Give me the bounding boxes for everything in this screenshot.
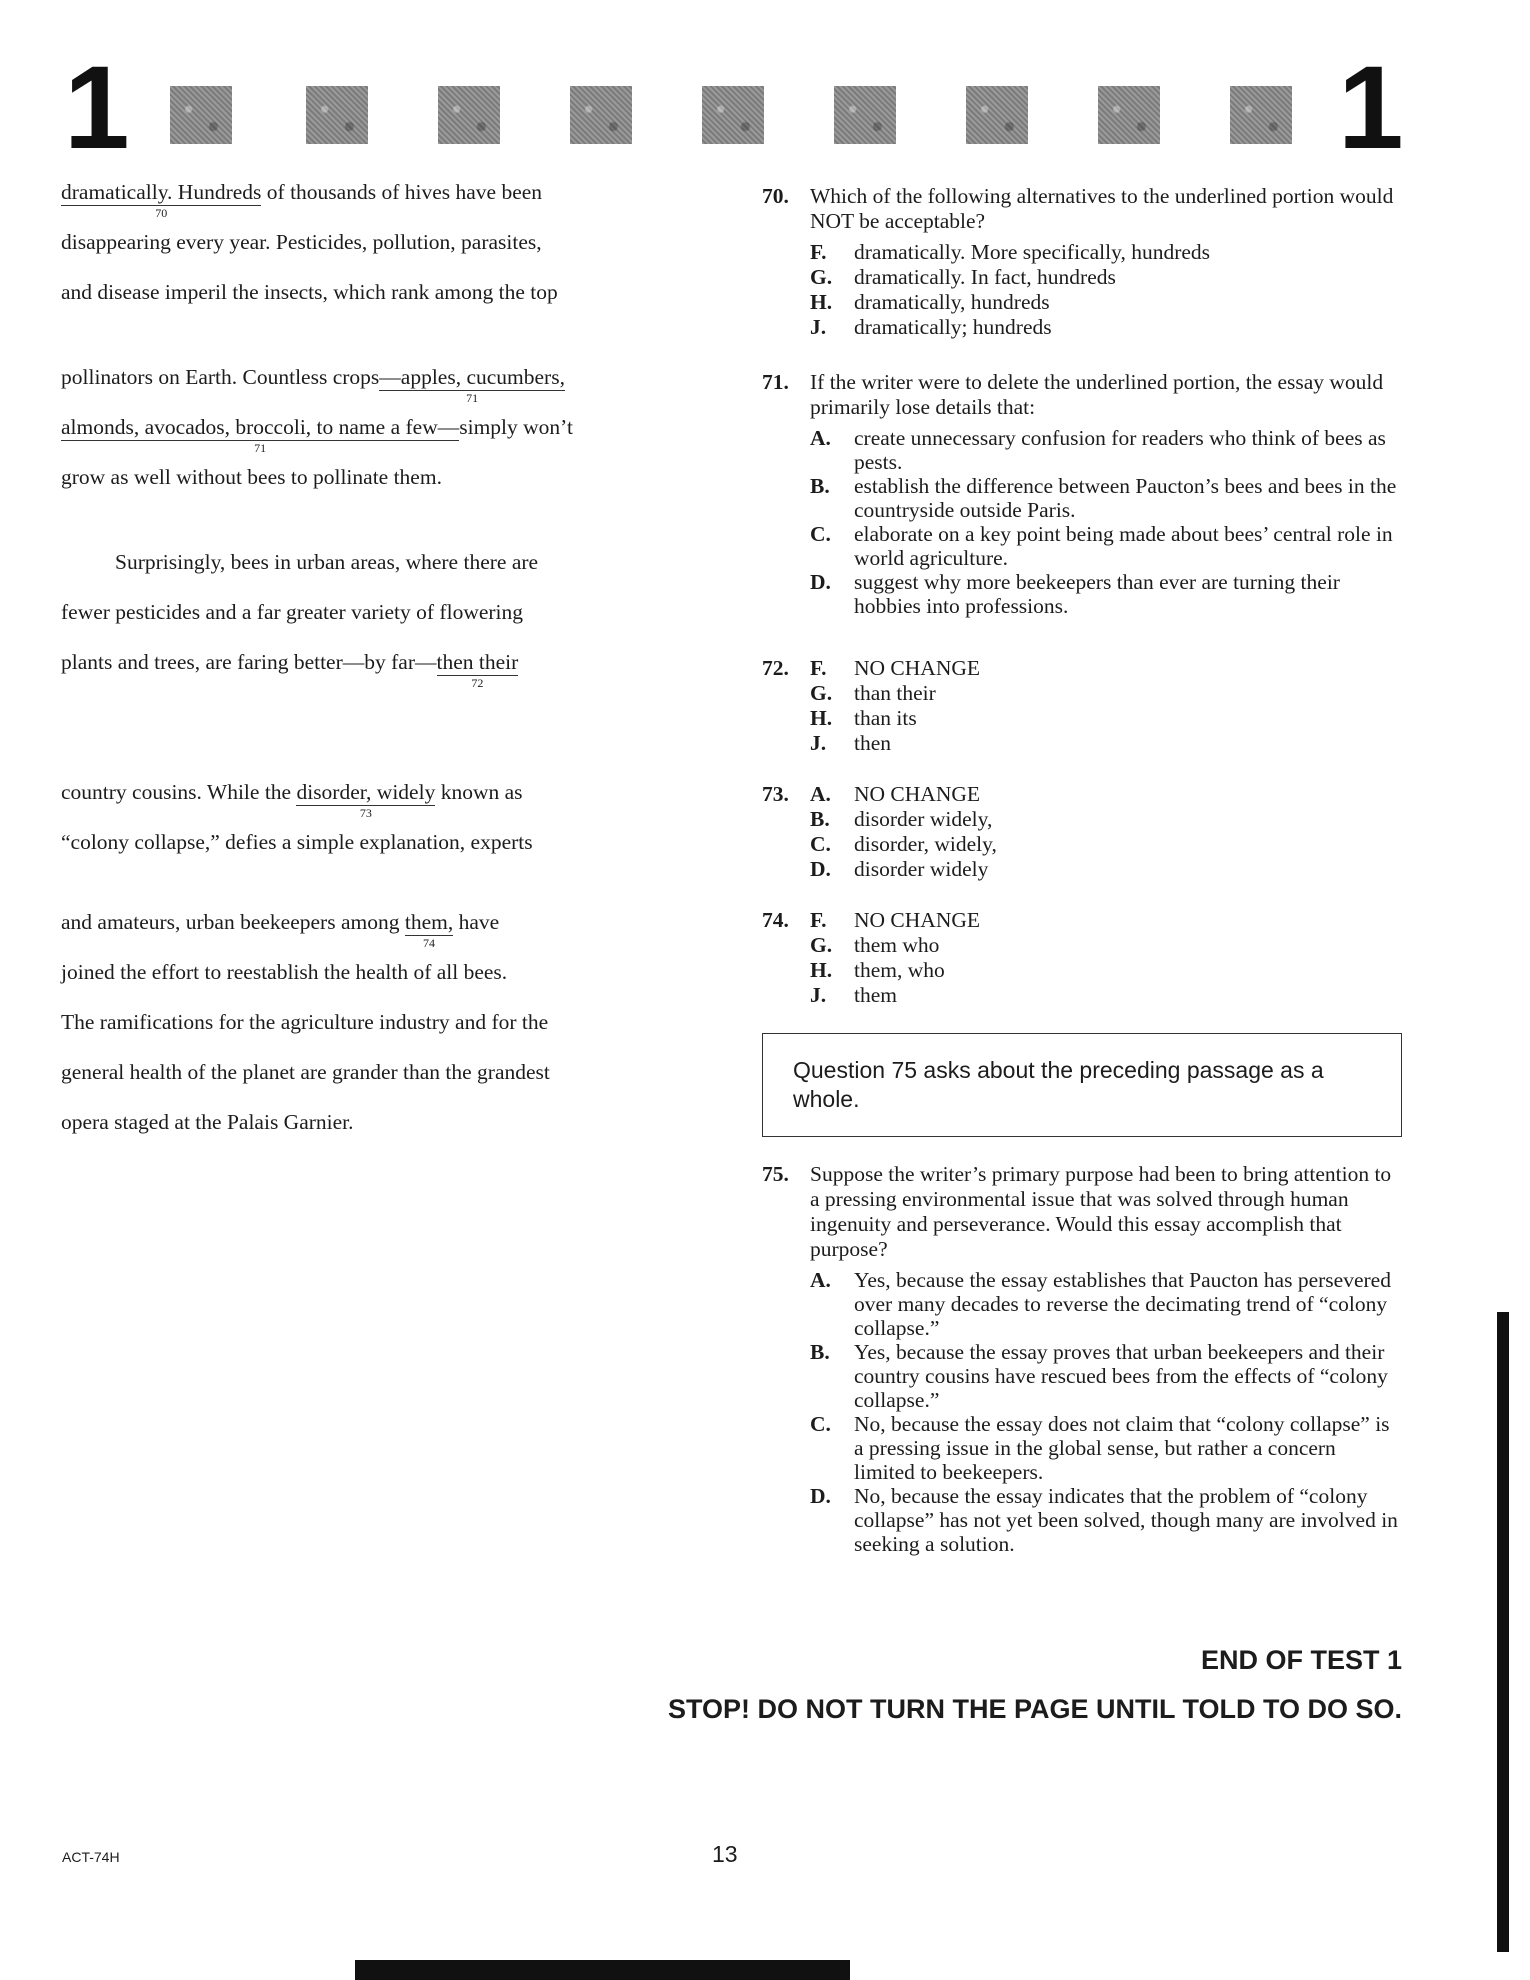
option-letter: J. [810,315,827,339]
underlined-text: —apples, cucumbers, [379,365,565,389]
header-square [170,86,232,144]
option-j[interactable] [810,315,1402,340]
option-g[interactable]: them who [854,933,940,957]
question-72 [762,656,1402,756]
question-reference-number: 71 [466,390,479,405]
option-h[interactable]: them, who [854,958,945,982]
header-square [702,86,764,144]
underlined-portion[interactable] [436,650,519,690]
option-text: Yes, because the essay proves that urban beekeepers and their country cousins have rescued bees from the effects of “colony collapse.” [854,1340,1388,1412]
option-text: establish the difference between Paucton’s bees and bees in the countryside outside Paris. [854,474,1397,522]
passage-text-segment: of thousands of hives have been [261,180,543,204]
header-square [1098,86,1160,144]
option-letter: D. [810,857,831,881]
test-code: ACT-74H [62,1849,120,1865]
option-letter: B. [810,474,830,498]
option-d[interactable] [810,570,1402,618]
passage-text-segment: Surprisingly, bees in urban areas, where there are [115,550,539,574]
option-letter: G. [810,933,833,957]
answer-options [810,426,1402,618]
passage-text-segment: The ramifications for the agriculture industry and for the [61,1010,549,1034]
stop-instruction: STOP! DO NOT TURN THE PAGE UNTIL TOLD TO DO SO. [667,1694,1402,1724]
passage-text-segment: opera staged at the Palais Garnier. [61,1110,354,1134]
option-text: No, because the essay indicates that the problem of “colony collapse” has not yet been solved, though many are involved in seeking a solution. [854,1484,1398,1556]
option-text: dramatically. More specifically, hundreds [854,240,1211,264]
header-square [306,86,368,144]
passage-line [61,600,523,625]
underlined-portion[interactable] [404,910,454,950]
option-letter: A. [810,1268,831,1292]
option-text: create unnecessary confusion for readers who think of bees as pests. [854,426,1386,474]
header-square [1230,86,1292,144]
passage-text-segment: have [453,910,500,934]
question-reference-number: 74 [423,935,436,950]
option-letter: B. [810,1340,830,1364]
option-letter: G. [810,681,833,705]
option-letter: H. [810,290,833,314]
end-of-test-heading: END OF TEST 1 [1200,1645,1402,1675]
passage-text-segment: general health of the planet are grander than the grandest [61,1060,550,1084]
passage-text-segment: known as [435,780,523,804]
option-text: dramatically, hundreds [854,290,1050,314]
passage-line [61,550,538,575]
passage-text-segment: simply won’t [459,415,573,439]
option-b[interactable]: disorder widely, [854,807,993,831]
underlined-portion[interactable] [379,365,565,405]
header-squares-decoration [170,86,1300,146]
question-number: 73. [762,782,789,806]
passage-text-segment: fewer pesticides and a far greater variety of flowering [61,600,524,624]
option-f[interactable]: NO CHANGE [854,656,981,680]
answer-options [810,240,1402,340]
question-71 [762,370,1402,618]
option-b[interactable] [810,1340,1402,1412]
answer-options [810,1268,1402,1556]
option-text: Yes, because the essay establishes that Paucton has persevered over many decades to reverse the decimating trend of “colony collapse.” [854,1268,1391,1340]
passage-line [61,1110,354,1135]
passage-line [61,415,573,455]
question-73 [762,782,1402,882]
passage-line [61,1010,548,1035]
option-j[interactable]: then [854,731,892,755]
question-70 [762,184,1402,340]
option-letter: C. [810,522,831,546]
passage-note-box: Question 75 asks about the preceding passage as a whole. [762,1033,1402,1137]
question-reference-number: 71 [254,440,267,455]
option-letter: C. [810,832,831,856]
passage-text-segment: pollinators on Earth. Countless crops [61,365,380,389]
underlined-portion[interactable] [61,180,262,220]
passage-line [61,780,523,820]
option-text: suggest why more beekeepers than ever are turning their hobbies into professions. [854,570,1340,618]
underlined-text: them, [404,910,454,934]
option-g[interactable] [810,265,1402,290]
scan-edge-shadow [1497,1312,1509,1952]
passage-text-segment: plants and trees, are faring better—by far— [61,650,437,674]
option-letter: F. [810,656,827,680]
option-d[interactable]: disorder widely [854,857,989,881]
option-letter: D. [810,570,831,594]
question-number: 71. [762,370,789,394]
question-number: 74. [762,908,789,932]
option-a[interactable] [810,1268,1402,1340]
option-c[interactable] [810,522,1402,570]
option-letter: D. [810,1484,831,1508]
underlined-text: then their [436,650,519,674]
option-text: No, because the essay does not claim that “colony collapse” is a pressing issue in the global sense, but rather a concern limited to beekeepers. [854,1412,1390,1484]
passage-text-segment: “colony collapse,” defies a simple explanation, experts [61,830,533,854]
option-text: elaborate on a key point being made about bees’ central role in world agriculture. [854,522,1393,570]
passage-line [61,650,519,690]
option-h[interactable] [810,290,1402,315]
option-d[interactable] [810,1484,1402,1556]
header-square [966,86,1028,144]
question-number: 70. [762,184,789,208]
question-74 [762,908,1402,1008]
option-j[interactable]: them [854,983,897,1007]
section-number-left: 1 [64,42,130,174]
passage-line [61,1060,550,1085]
option-letter: J. [810,731,827,755]
passage-text-segment: grow as well without bees to pollinate them. [61,465,442,489]
underlined-text: almonds, avocados, broccoli, to name a few— [61,415,460,439]
header-square [438,86,500,144]
option-a[interactable]: NO CHANGE [854,782,981,806]
option-a[interactable] [810,426,1402,474]
question-number: 72. [762,656,789,680]
underlined-portion[interactable] [296,780,436,820]
option-text: dramatically. In fact, hundreds [854,265,1116,289]
passage-text-segment: and amateurs, urban beekeepers among [61,910,405,934]
passage-line [61,365,565,405]
option-letter: A. [810,782,831,806]
question-number: 75. [762,1162,789,1186]
scan-edge-shadow [355,1960,850,1980]
passage-line [61,960,507,985]
option-letter: A. [810,426,831,450]
option-letter: B. [810,807,830,831]
option-h[interactable]: than its [854,706,917,730]
option-f[interactable] [810,240,1402,265]
header-square [570,86,632,144]
option-letter: C. [810,1412,831,1436]
passage-line [61,830,533,855]
option-c[interactable] [810,1412,1402,1484]
passage-line [61,230,542,255]
question-reference-number: 72 [471,675,484,690]
question-reference-number: 73 [359,805,372,820]
passage-text-segment: and disease imperil the insects, which rank among the top [61,280,558,304]
underlined-portion[interactable] [61,415,460,455]
option-letter: G. [810,265,833,289]
option-f[interactable]: NO CHANGE [854,908,981,932]
passage-text-segment: country cousins. While the [61,780,297,804]
question-prompt: Suppose the writer’s primary purpose had been to bring attention to a pressing environmental issue that was solved through human ingenuity and perseverance. Would this essay accomplish that purpose? [810,1162,1392,1261]
option-letter: H. [810,958,833,982]
header-square [834,86,896,144]
option-c[interactable]: disorder, widely, [854,832,997,856]
page-number: 13 [712,1841,738,1867]
passage-text-segment: joined the effort to reestablish the health of all bees. [61,960,508,984]
question-reference-number: 70 [155,205,168,220]
option-letter: J. [810,983,827,1007]
passage-line [61,465,442,490]
underlined-text: disorder, widely [296,780,436,804]
passage-line [61,180,543,220]
passage-line [61,910,500,950]
option-b[interactable] [810,474,1402,522]
option-text: dramatically; hundreds [854,315,1052,339]
passage-text-segment: disappearing every year. Pesticides, pollution, parasites, [61,230,542,254]
question-prompt: Which of the following alternatives to the underlined portion would NOT be acceptable? [810,184,1394,233]
option-letter: H. [810,706,833,730]
option-g[interactable]: than their [854,681,936,705]
option-letter: F. [810,908,827,932]
option-letter: F. [810,240,827,264]
section-number-right: 1 [1338,42,1404,174]
passage-line [61,280,558,305]
question-prompt: If the writer were to delete the underlined portion, the essay would primarily lose details that: [810,370,1384,419]
question-75 [762,1162,1402,1556]
underlined-text: dramatically. Hundreds [61,180,262,204]
